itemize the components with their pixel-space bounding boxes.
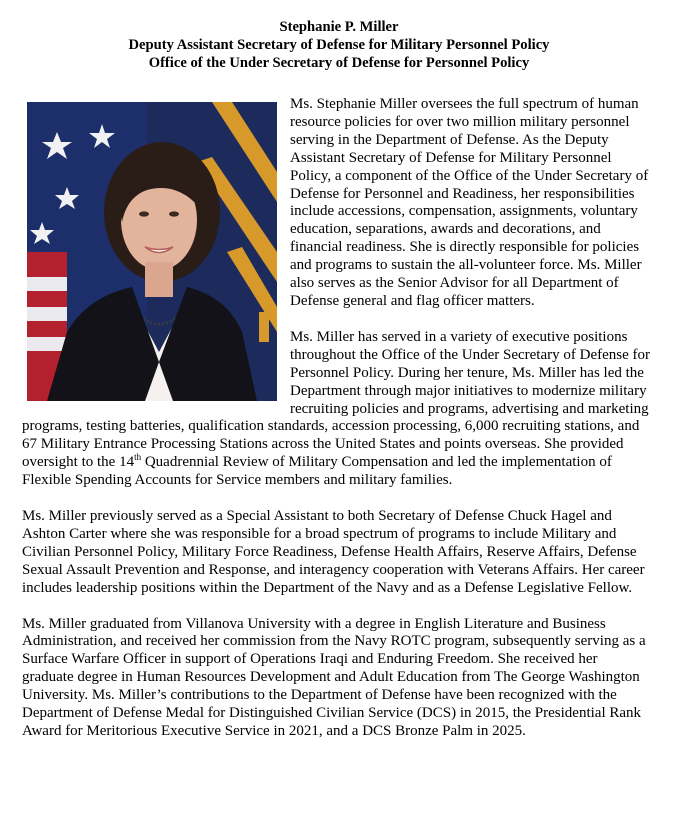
office-name: Office of the Under Secretary of Defense for Personnel Policy xyxy=(148,55,530,71)
document-header xyxy=(0,18,678,72)
bio-paragraph-4: Ms. Miller graduated from Villanova University with a degree in English Literature and Business Administration, and received her commission from the Navy ROTC program, subsequently serving as a Surface Warfare Officer in support of Operations Iraqi and Enduring Freedom. She received her graduate degree in Human Resources Development and Adult Education from The George Washington University. Ms. Miller’s contributions to the Department of Defense have been recognized with the Department of Defense Medal for Distinguished Civilian Service (DCS) in 2015, the Presidential Rank Award for Meritorious Executive Service in 2021, and a DCS Bronze Palm in 2025. xyxy=(22,615,646,739)
bio-paragraph-1: Ms. Stephanie Miller oversees the full spectrum of human resource policies for over two million military personnel serving in the Department of Defense. As the Deputy Assistant Secretary of Defense for Military Personnel Policy, a component of the Office of the Under Secretary of Defense for Personnel and Readiness, her responsibilities include accessions, compensation, assignments, voluntary education, separations, awards and decorations, and financial readiness. She is directly responsible for policies and programs to sustain the all-volunteer force. Ms. Miller also serves as the Senior Advisor for all Department of Defense general and flag officer matters. xyxy=(290,96,649,309)
person-name: Stephanie P. Miller xyxy=(279,19,399,35)
bio-paragraph-3: Ms. Miller previously served as a Special Assistant to both Secretary of Defense Chuck Hagel and Ashton Carter where she was responsible for a broad spectrum of programs to include Military and Civilian Personnel Policy, Military Force Readiness, Defense Health Affairs, Reserve Affairs, Defense Sexual Assault Prevention and Response, and interagency cooperation with Veterans Affairs. Her career includes leadership positions within the Department of the Navy and as a Defense Legislative Fellow. xyxy=(22,508,645,596)
ordinal-suffix: th xyxy=(134,452,142,463)
bio-paragraph-2-part-a: Ms. Miller has served in a variety of executive positions throughout the Office of the Under Secretary of Defense for Personnel Policy. During her tenure, Ms. Miller has led the Department through major initiatives to modernize military recruiting policies and programs, advertising and marketing programs, testing batteries, qualification standards, accession processing, 6,000 recruiting stations, and 67 Military Entrance Processing Stations across the United States and points overseas. She provided oversight to the 14 xyxy=(22,328,650,471)
biography-body xyxy=(22,96,652,741)
bio-paragraph-2-part-b: Quadrennial Review of Military Compensation and led the implementation of Flexible Spending Accounts for Service members and military families. xyxy=(22,454,612,489)
official-portrait-photo xyxy=(27,102,277,401)
position-title: Deputy Assistant Secretary of Defense for Military Personnel Policy xyxy=(128,37,550,53)
